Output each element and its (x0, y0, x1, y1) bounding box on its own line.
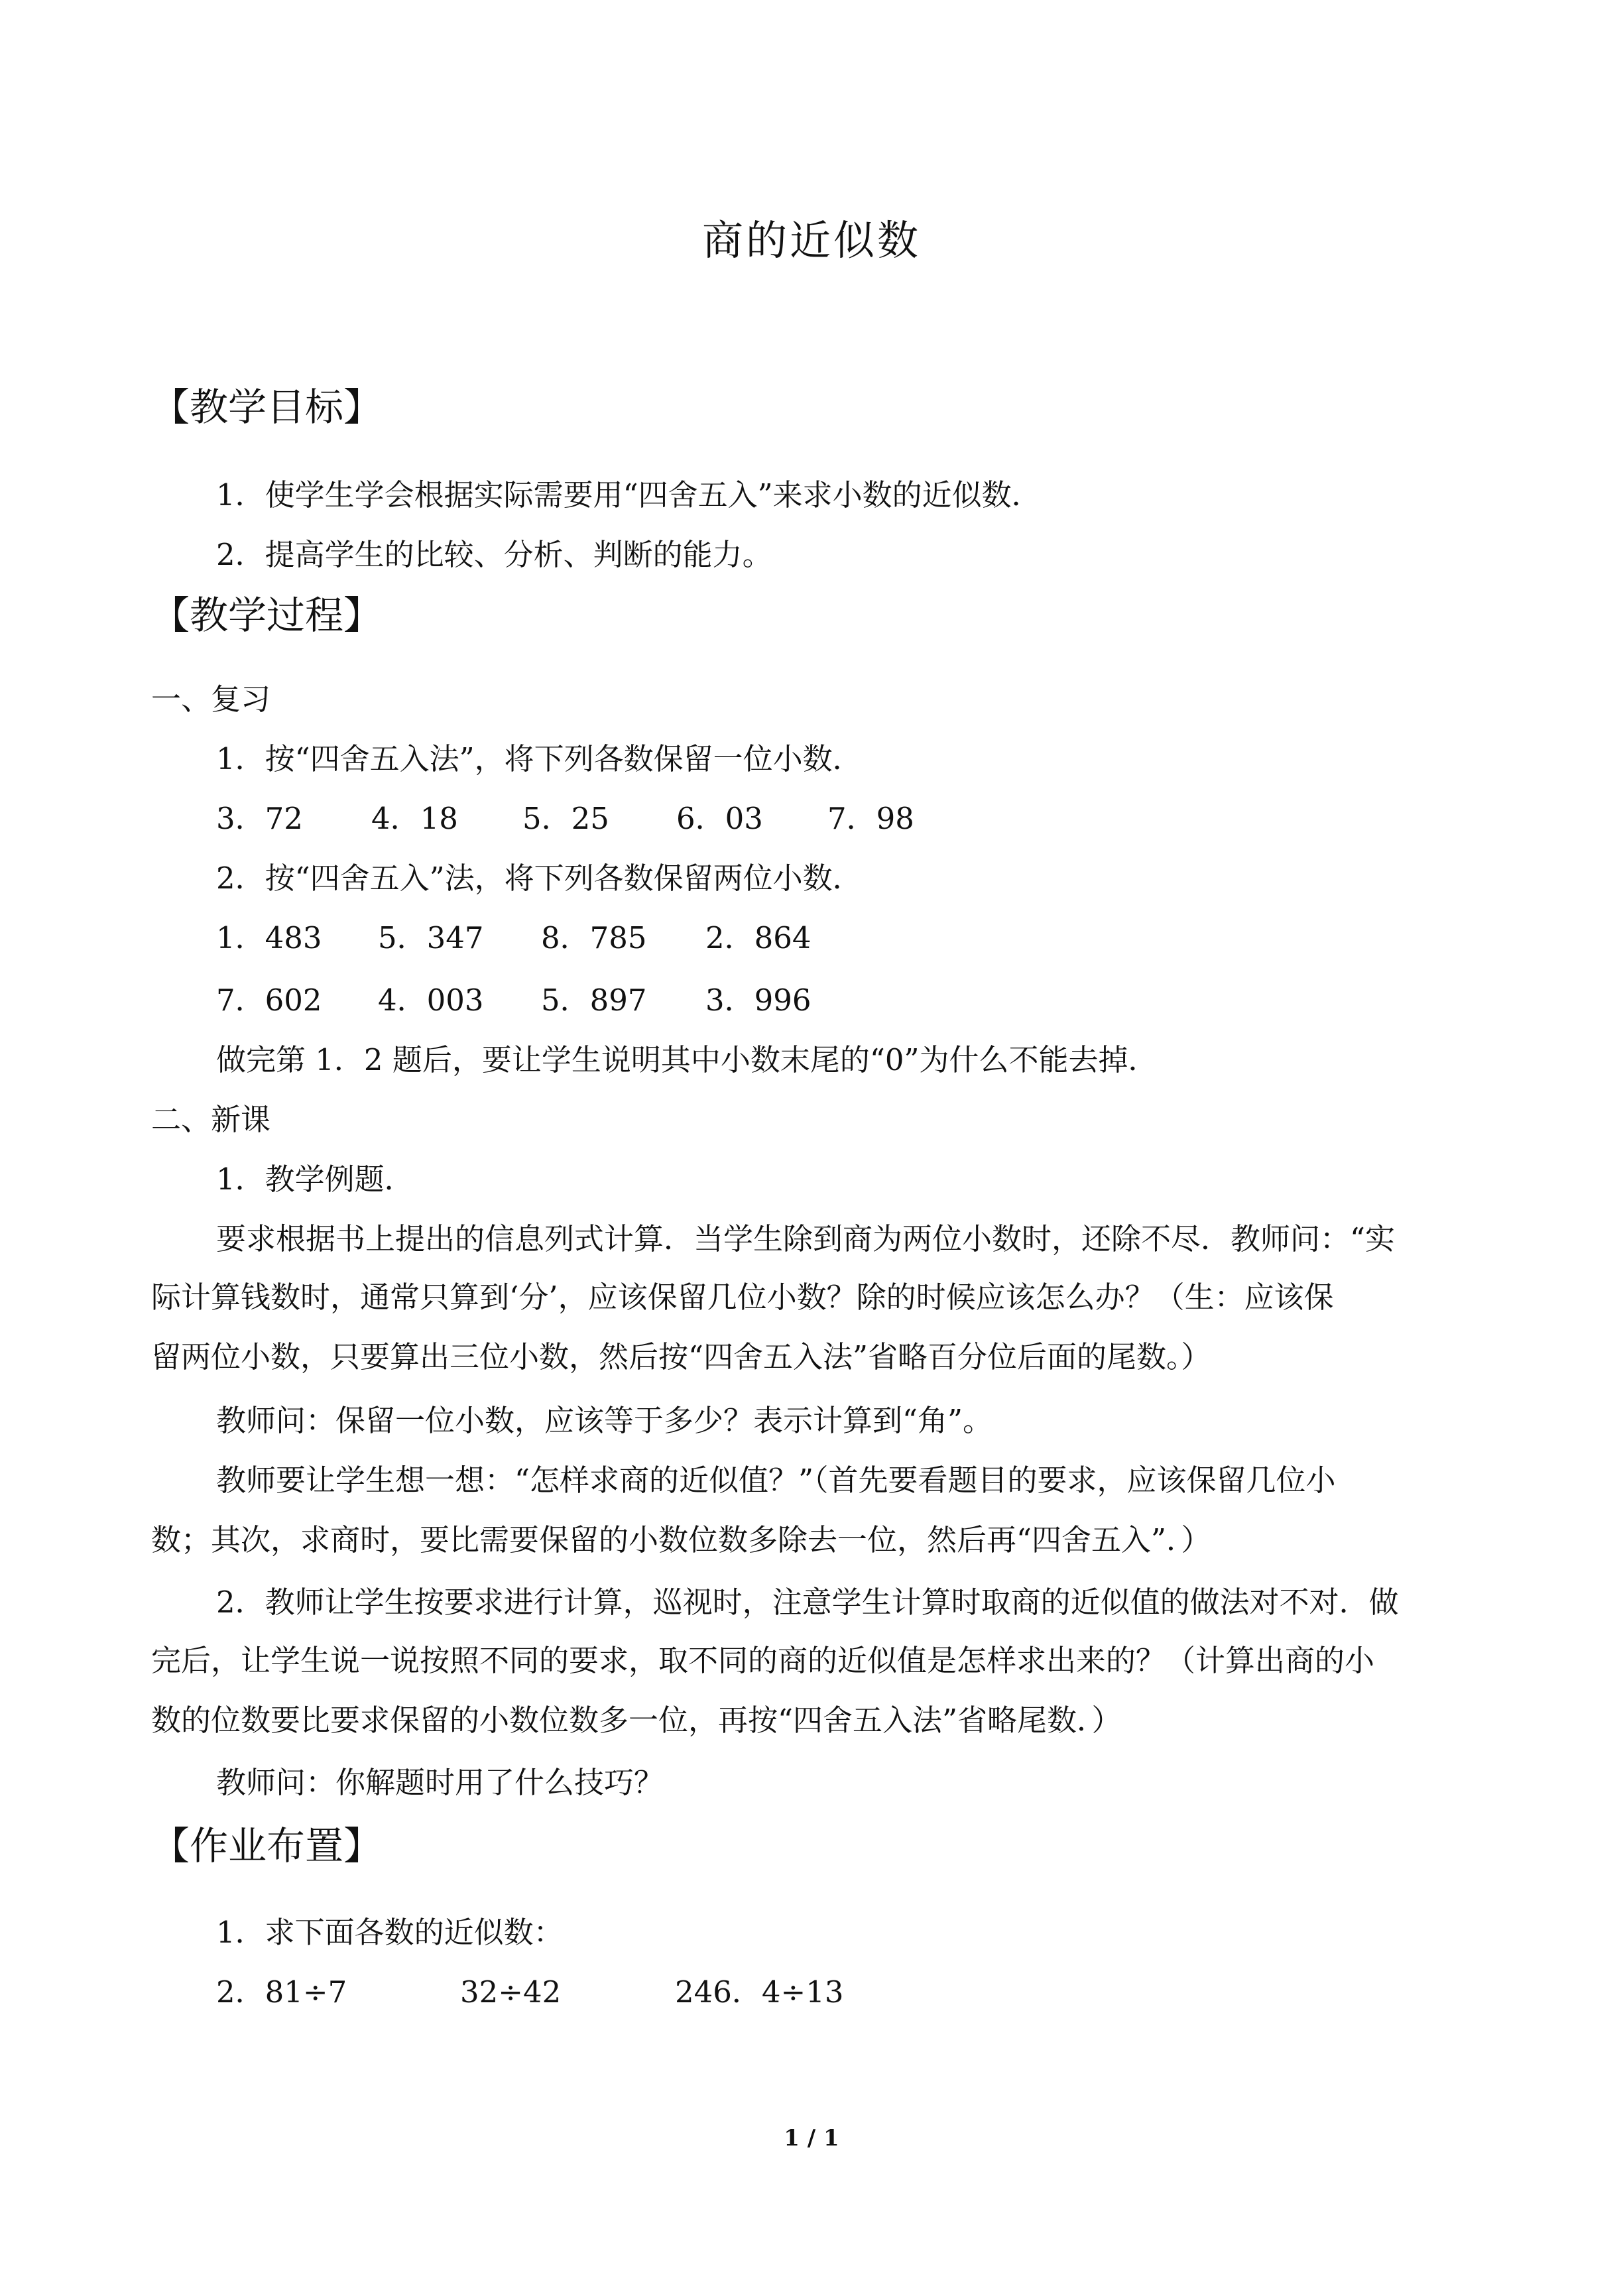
paragraph-line: 留两位小数，只要算出三位小数，然后按“四舍五入法”省略百分位后面的尾数。） (151, 1339, 1211, 1374)
section-heading-homework: 【作业布置】 (151, 1823, 383, 1868)
paragraph-line: 要求根据书上提出的信息列式计算．当学生除到商为两位小数时，还除不尽．教师问：“实 (216, 1221, 1396, 1256)
homework-item-1: 1．求下面各数的近似数： (216, 1915, 564, 1950)
expression-item: 246．4÷13 (675, 1974, 844, 2010)
expression-item: 32÷42 (460, 1974, 562, 2010)
number-item: 5．25 (522, 801, 609, 836)
objective-item-2: 2．提高学生的比较、分析、判断的能力。 (216, 537, 772, 572)
paragraph-line: 教师问：你解题时用了什么技巧？ (216, 1765, 664, 1800)
review-question-1: 1．按“四舍五入法”，将下列各数保留一位小数． (216, 741, 863, 776)
paragraph-line: 2．教师让学生按要求进行计算，巡视时，注意学生计算时取商的近似值的做法对不对．做 (216, 1585, 1399, 1620)
number-item: 4．003 (378, 983, 484, 1018)
review-note: 做完第 1．2 题后，要让学生说明其中小数末尾的“0”为什么不能去掉． (216, 1042, 1158, 1077)
new-lesson-item-1: 1．教学例题． (216, 1162, 414, 1197)
number-item: 7．98 (827, 801, 914, 836)
review-q2-numbers-row2 (216, 977, 812, 1024)
homework-expressions (216, 1969, 844, 2016)
paragraph-line: 数；其次，求商时，要比需要保留的小数位数多除去一位，然后再“四舍五入”．） (151, 1522, 1211, 1557)
paragraph-line: 际计算钱数时，通常只算到‘分’，应该保留几位小数？除的时候应该怎么办？（生：应该保 (151, 1280, 1334, 1315)
review-label: 一、复习 (151, 682, 271, 717)
paragraph-line: 完后，让学生说一说按照不同的要求，取不同的商的近似值是怎样求出来的？（计算出商的小 (151, 1643, 1375, 1678)
page-number: 1 / 1 (784, 2125, 839, 2151)
number-item: 3．72 (216, 801, 303, 836)
number-item: 2．864 (705, 920, 812, 955)
number-item: 5．897 (541, 983, 647, 1018)
number-item: 1．483 (216, 920, 322, 955)
page-title: 商的近似数 (701, 216, 921, 265)
number-item: 7．602 (216, 983, 322, 1018)
section-heading-process: 【教学过程】 (151, 593, 383, 638)
number-item: 3．996 (705, 983, 812, 1018)
number-item: 6．03 (676, 801, 763, 836)
new-lesson-label: 二、新课 (151, 1102, 271, 1137)
paragraph-line: 数的位数要比要求保留的小数位数多一位，再按“四舍五入法”省略尾数．） (151, 1703, 1122, 1738)
paragraph-line: 教师问：保留一位小数，应该等于多少？表示计算到“角”。 (216, 1403, 993, 1438)
objective-item-1: 1．使学生学会根据实际需要用“四舍五入”来求小数的近似数． (216, 477, 1042, 513)
section-heading-objectives: 【教学目标】 (151, 385, 383, 430)
review-q1-numbers (216, 796, 914, 842)
number-item: 8．785 (541, 920, 647, 955)
expression-item: 2．81÷7 (216, 1974, 347, 2010)
number-item: 4．18 (371, 801, 458, 836)
paragraph-line: 教师要让学生想一想：“怎样求商的近似值？”（首先要看题目的要求，应该保留几位小 (216, 1463, 1336, 1498)
number-item: 5．347 (378, 920, 484, 955)
review-question-2: 2．按“四舍五入”法，将下列各数保留两位小数． (216, 861, 863, 896)
review-q2-numbers-row1 (216, 915, 812, 961)
